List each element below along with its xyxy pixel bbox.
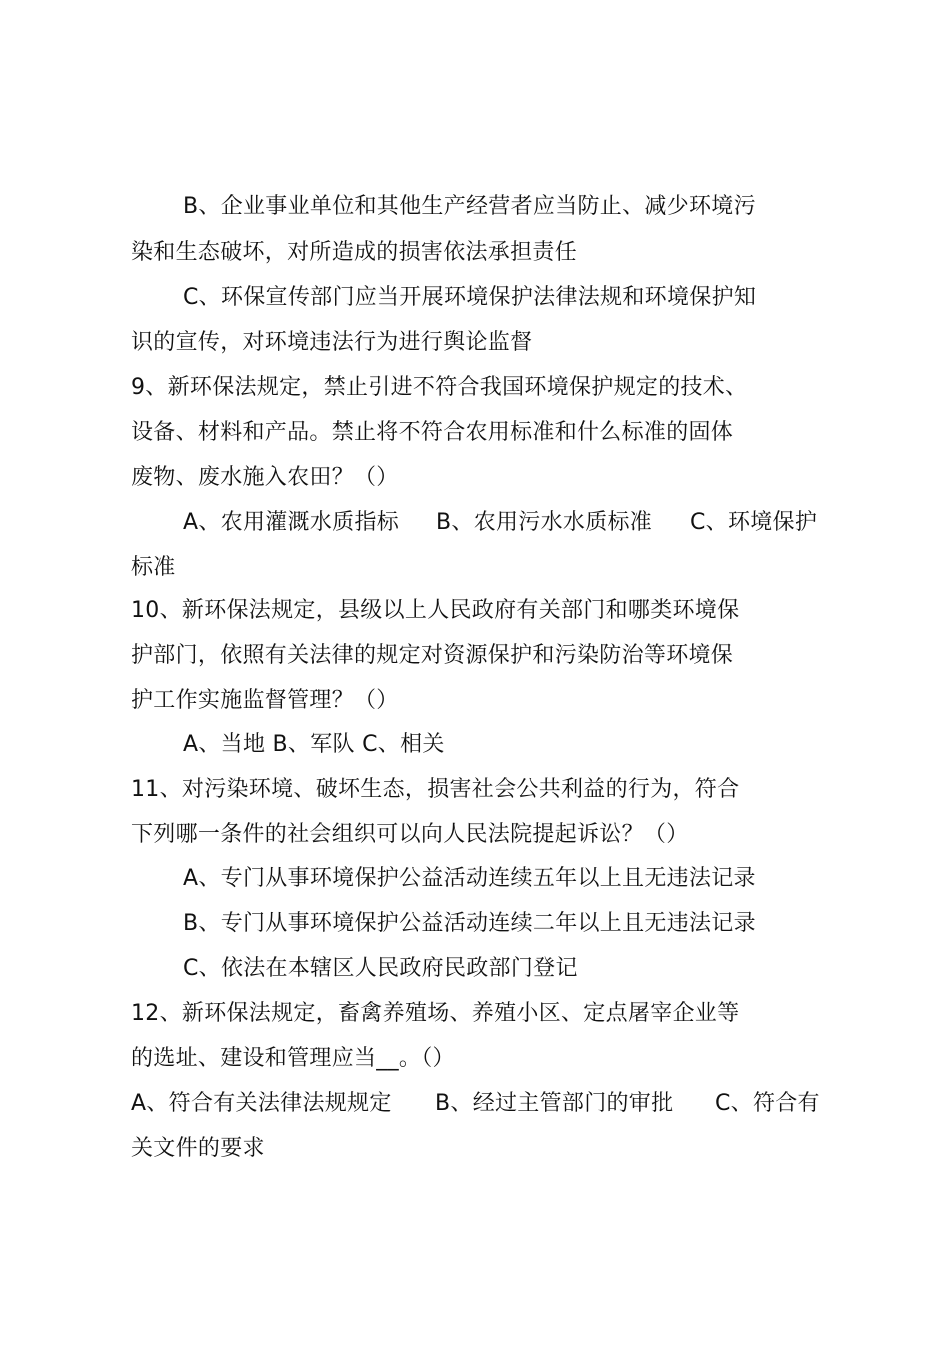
question-11-option-b: B、专门从事环境保护公益活动连续二年以上且无违法记录 (183, 911, 756, 936)
question-12-option-c: C、符合有 (715, 1091, 820, 1116)
option-c-line-2: 识的宣传，对环境违法行为进行舆论监督 (131, 330, 533, 355)
question-12-options (131, 1089, 820, 1119)
question-12-option-b: B、经过主管部门的审批 (435, 1091, 674, 1116)
question-11-option-a: A、专门从事环境保护公益活动连续五年以上且无违法记录 (183, 866, 756, 891)
question-10-line-2: 护部门，依照有关法律的规定对资源保护和污染防治等环境保 (131, 643, 734, 668)
question-12-line-1: 12、新环保法规定，畜禽养殖场、养殖小区、定点屠宰企业等 (131, 1001, 740, 1026)
question-9-options (183, 508, 817, 538)
option-b-line-1: B、企业事业单位和其他生产经营者应当防止、减少环境污 (183, 194, 756, 219)
question-12-option-a: A、符合有关法律法规规定 (131, 1091, 392, 1116)
question-9-line-1: 9、新环保法规定，禁止引进不符合我国环境保护规定的技术、 (131, 375, 748, 400)
question-11-line-1: 11、对污染环境、破坏生态，损害社会公共利益的行为，符合 (131, 777, 740, 802)
question-9-line-2: 设备、材料和产品。禁止将不符合农用标准和什么标准的固体 (131, 420, 734, 445)
option-c-line-1: C、环保宣传部门应当开展环境保护法律法规和环境保护知 (183, 285, 757, 310)
question-11-line-2: 下列哪一条件的社会组织可以向人民法院提起诉讼？（） (131, 822, 689, 847)
question-10-line-1: 10、新环保法规定，县级以上人民政府有关部门和哪类环境保 (131, 598, 740, 623)
question-10-line-3: 护工作实施监督管理？（） (131, 688, 399, 713)
question-12-option-c-continued: 关文件的要求 (131, 1136, 265, 1161)
question-12-line-2: 的选址、建设和管理应当__。（） (131, 1046, 455, 1071)
question-9-line-3: 废物、废水施入农田？（） (131, 465, 399, 490)
question-10-options: A、当地 B、军队 C、相关 (183, 732, 445, 757)
question-9-option-c: C、环境保护 (690, 510, 818, 535)
question-11-option-c: C、依法在本辖区人民政府民政部门登记 (183, 956, 578, 981)
question-9-option-a: A、农用灌溉水质指标 (183, 510, 400, 535)
question-9-option-c-continued: 标准 (131, 555, 176, 580)
option-b-line-2: 染和生态破坏，对所造成的损害依法承担责任 (131, 240, 578, 265)
question-9-option-b: B、农用污水水质标准 (436, 510, 653, 535)
